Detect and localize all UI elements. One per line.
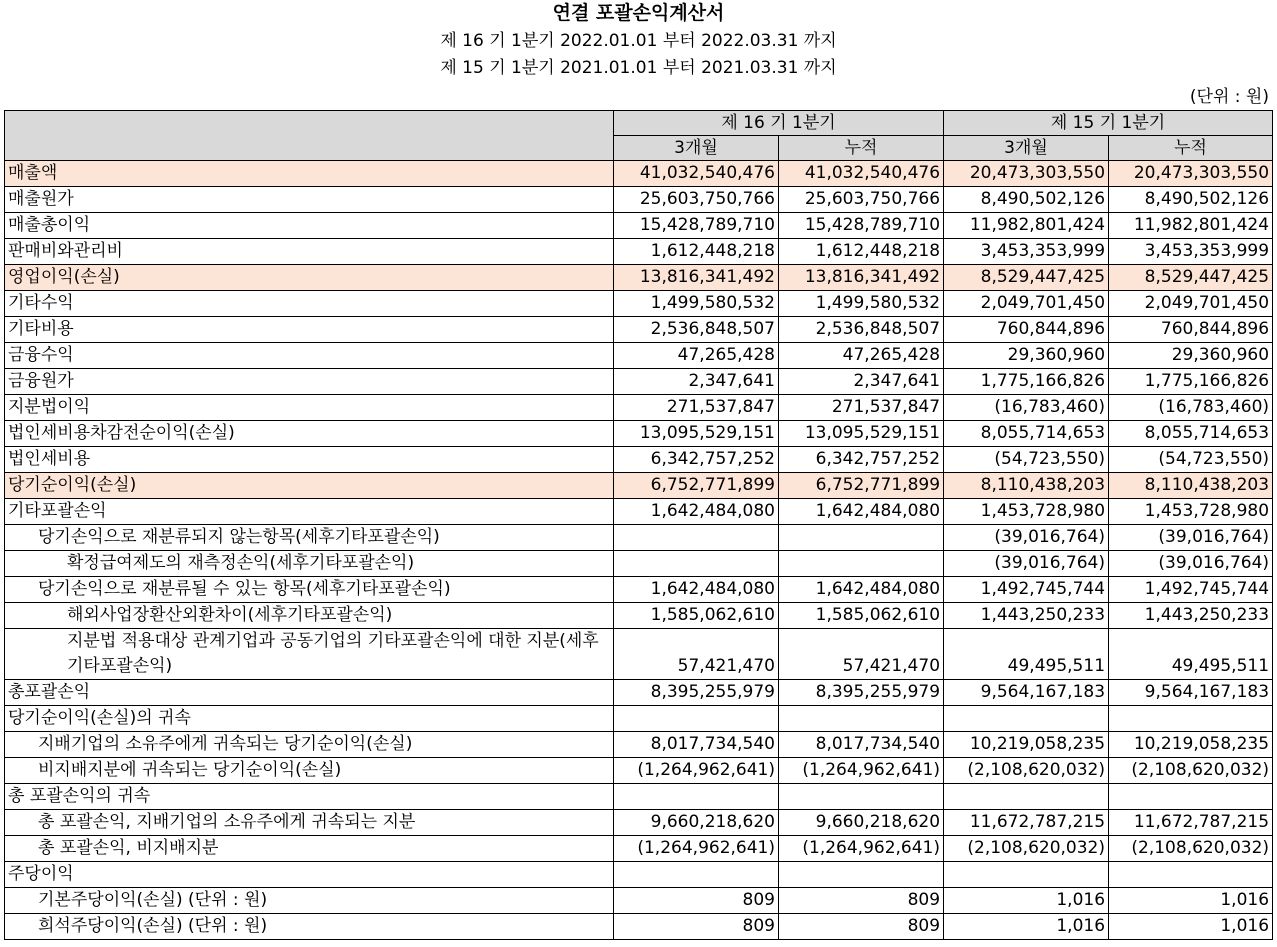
value-current-cumulative [779, 551, 944, 577]
value-prior-cumulative: 1,016 [1109, 914, 1273, 940]
value-prior-cumulative: (39,016,764) [1109, 525, 1273, 551]
table-row [5, 473, 1273, 499]
income-statement-table [4, 110, 1273, 940]
value-prior-cumulative: 10,219,058,235 [1109, 732, 1273, 758]
table-row [5, 447, 1273, 473]
row-label: 금융원가 [5, 369, 614, 395]
row-label: 기타포괄손익 [5, 499, 614, 525]
row-label-text: 지분법 적용대상 관계기업과 공동기업의 기타포괄손익에 대한 지분(세후기타포괄손익) [67, 631, 599, 676]
value-current-three-months: 8,017,734,540 [614, 732, 779, 758]
value-current-three-months: 8,395,255,979 [614, 680, 779, 706]
header-prior-cumulative: 누적 [1109, 136, 1273, 161]
value-prior-three-months: 9,564,167,183 [944, 680, 1109, 706]
value-current-cumulative: 1,612,448,218 [779, 239, 944, 265]
header-item-cell [5, 111, 614, 161]
value-prior-three-months: 1,775,166,826 [944, 369, 1109, 395]
value-prior-three-months: 8,055,714,653 [944, 421, 1109, 447]
value-current-three-months: 15,428,789,710 [614, 213, 779, 239]
row-label: 금융수익 [5, 343, 614, 369]
value-prior-cumulative: 3,453,353,999 [1109, 239, 1273, 265]
value-current-three-months: 47,265,428 [614, 343, 779, 369]
value-current-three-months: 6,752,771,899 [614, 473, 779, 499]
value-current-cumulative: 57,421,470 [779, 629, 944, 680]
row-label: 해외사업장환산외환차이(세후기타포괄손익) [5, 603, 614, 629]
value-prior-cumulative: 11,982,801,424 [1109, 213, 1273, 239]
table-row [5, 239, 1273, 265]
value-prior-cumulative: 760,844,896 [1109, 317, 1273, 343]
value-prior-three-months: 8,529,447,425 [944, 265, 1109, 291]
table-row [5, 680, 1273, 706]
row-label [5, 629, 614, 680]
value-current-cumulative: 2,536,848,507 [779, 317, 944, 343]
table-row [5, 343, 1273, 369]
table-row [5, 758, 1273, 784]
row-label: 주당이익 [5, 862, 614, 888]
row-label: 희석주당이익(손실) (단위 : 원) [5, 914, 614, 940]
value-current-cumulative [779, 706, 944, 732]
row-label: 판매비와관리비 [5, 239, 614, 265]
value-current-three-months [614, 862, 779, 888]
value-prior-cumulative: 11,672,787,215 [1109, 810, 1273, 836]
value-current-cumulative [779, 862, 944, 888]
value-current-cumulative: (1,264,962,641) [779, 836, 944, 862]
value-prior-cumulative: (16,783,460) [1109, 395, 1273, 421]
value-prior-three-months: (39,016,764) [944, 525, 1109, 551]
value-prior-three-months: 1,453,728,980 [944, 499, 1109, 525]
value-prior-three-months [944, 784, 1109, 810]
value-current-three-months: 13,816,341,492 [614, 265, 779, 291]
value-current-cumulative: 15,428,789,710 [779, 213, 944, 239]
row-label: 법인세비용 [5, 447, 614, 473]
table-row [5, 836, 1273, 862]
value-current-three-months: 2,536,848,507 [614, 317, 779, 343]
row-label: 총포괄손익 [5, 680, 614, 706]
value-prior-three-months: 11,672,787,215 [944, 810, 1109, 836]
value-prior-cumulative: 8,490,502,126 [1109, 187, 1273, 213]
row-label: 기본주당이익(손실) (단위 : 원) [5, 888, 614, 914]
table-row [5, 784, 1273, 810]
value-prior-three-months: (54,723,550) [944, 447, 1109, 473]
statement-title: 연결 포괄손익계산서 [552, 2, 725, 24]
value-prior-cumulative: 20,473,303,550 [1109, 161, 1273, 187]
row-label: 당기손익으로 재분류되지 않는항목(세후기타포괄손익) [5, 525, 614, 551]
value-current-three-months: 57,421,470 [614, 629, 779, 680]
value-prior-three-months: (2,108,620,032) [944, 758, 1109, 784]
value-current-cumulative: 9,660,218,620 [779, 810, 944, 836]
period-current: 제 16 기 1분기 2022.01.01 부터 2022.03.31 까지 [440, 31, 837, 51]
value-prior-three-months: 1,492,745,744 [944, 577, 1109, 603]
table-row [5, 213, 1273, 239]
header-current-period: 제 16 기 1분기 [614, 111, 944, 136]
value-prior-three-months: 10,219,058,235 [944, 732, 1109, 758]
table-row [5, 551, 1273, 577]
row-label: 비지배지분에 귀속되는 당기순이익(손실) [5, 758, 614, 784]
table-row [5, 369, 1273, 395]
value-prior-three-months: 20,473,303,550 [944, 161, 1109, 187]
value-prior-three-months: 1,443,250,233 [944, 603, 1109, 629]
value-current-three-months: 1,642,484,080 [614, 499, 779, 525]
table-row [5, 732, 1273, 758]
value-prior-cumulative: (54,723,550) [1109, 447, 1273, 473]
value-current-cumulative: 47,265,428 [779, 343, 944, 369]
table-row [5, 395, 1273, 421]
header-prior-three-months: 3개월 [944, 136, 1109, 161]
value-current-cumulative: 8,395,255,979 [779, 680, 944, 706]
row-label: 기타수익 [5, 291, 614, 317]
value-prior-three-months: (2,108,620,032) [944, 836, 1109, 862]
table-row [5, 291, 1273, 317]
value-prior-cumulative: 2,049,701,450 [1109, 291, 1273, 317]
value-prior-cumulative: (39,016,764) [1109, 551, 1273, 577]
value-prior-three-months: 2,049,701,450 [944, 291, 1109, 317]
value-prior-cumulative: (2,108,620,032) [1109, 836, 1273, 862]
value-current-cumulative: 1,499,580,532 [779, 291, 944, 317]
value-current-three-months: 271,537,847 [614, 395, 779, 421]
value-current-three-months [614, 525, 779, 551]
value-prior-three-months: 760,844,896 [944, 317, 1109, 343]
value-current-three-months: 41,032,540,476 [614, 161, 779, 187]
table-row [5, 317, 1273, 343]
header-prior-period: 제 15 기 1분기 [944, 111, 1273, 136]
value-current-three-months: (1,264,962,641) [614, 836, 779, 862]
table-row [5, 629, 1273, 680]
value-prior-cumulative [1109, 706, 1273, 732]
row-label: 매출원가 [5, 187, 614, 213]
value-prior-three-months: (39,016,764) [944, 551, 1109, 577]
value-prior-cumulative: 1,775,166,826 [1109, 369, 1273, 395]
value-prior-cumulative: 9,564,167,183 [1109, 680, 1273, 706]
row-label: 당기순이익(손실)의 귀속 [5, 706, 614, 732]
value-prior-cumulative: (2,108,620,032) [1109, 758, 1273, 784]
value-current-cumulative: (1,264,962,641) [779, 758, 944, 784]
value-current-three-months: 25,603,750,766 [614, 187, 779, 213]
value-prior-cumulative: 8,529,447,425 [1109, 265, 1273, 291]
value-current-three-months: 1,585,062,610 [614, 603, 779, 629]
value-prior-three-months: (16,783,460) [944, 395, 1109, 421]
value-current-cumulative: 8,017,734,540 [779, 732, 944, 758]
value-prior-cumulative: 1,453,728,980 [1109, 499, 1273, 525]
table-row [5, 499, 1273, 525]
row-label: 확정급여제도의 재측정손익(세후기타포괄손익) [5, 551, 614, 577]
value-current-cumulative: 1,642,484,080 [779, 499, 944, 525]
value-current-cumulative: 2,347,641 [779, 369, 944, 395]
value-prior-three-months: 8,110,438,203 [944, 473, 1109, 499]
row-label: 총 포괄손익, 지배기업의 소유주에게 귀속되는 지분 [5, 810, 614, 836]
row-label: 영업이익(손실) [5, 265, 614, 291]
table-row [5, 421, 1273, 447]
value-current-three-months: 2,347,641 [614, 369, 779, 395]
value-prior-cumulative: 1,443,250,233 [1109, 603, 1273, 629]
value-prior-cumulative [1109, 784, 1273, 810]
row-label: 법인세비용차감전순이익(손실) [5, 421, 614, 447]
value-prior-cumulative: 1,016 [1109, 888, 1273, 914]
table-row [5, 862, 1273, 888]
value-current-cumulative [779, 784, 944, 810]
header-current-three-months: 3개월 [614, 136, 779, 161]
table-row [5, 265, 1273, 291]
row-label: 매출액 [5, 161, 614, 187]
value-current-cumulative: 271,537,847 [779, 395, 944, 421]
value-prior-three-months: 1,016 [944, 914, 1109, 940]
value-prior-three-months: 3,453,353,999 [944, 239, 1109, 265]
value-prior-three-months: 8,490,502,126 [944, 187, 1109, 213]
value-current-three-months [614, 706, 779, 732]
value-current-three-months: 1,499,580,532 [614, 291, 779, 317]
row-label: 당기손익으로 재분류될 수 있는 항목(세후기타포괄손익) [5, 577, 614, 603]
value-current-cumulative [779, 525, 944, 551]
value-current-cumulative: 13,095,529,151 [779, 421, 944, 447]
value-prior-cumulative: 8,055,714,653 [1109, 421, 1273, 447]
row-label: 지분법이익 [5, 395, 614, 421]
value-current-cumulative: 13,816,341,492 [779, 265, 944, 291]
table-row [5, 525, 1273, 551]
table-row [5, 577, 1273, 603]
row-label: 총 포괄손익의 귀속 [5, 784, 614, 810]
row-label: 기타비용 [5, 317, 614, 343]
table-row [5, 888, 1273, 914]
value-current-cumulative: 6,752,771,899 [779, 473, 944, 499]
value-current-cumulative: 41,032,540,476 [779, 161, 944, 187]
value-prior-three-months: 29,360,960 [944, 343, 1109, 369]
table-row [5, 914, 1273, 940]
value-current-cumulative: 1,585,062,610 [779, 603, 944, 629]
value-current-three-months: (1,264,962,641) [614, 758, 779, 784]
value-current-three-months: 809 [614, 914, 779, 940]
value-current-three-months: 6,342,757,252 [614, 447, 779, 473]
table-header [5, 111, 1273, 161]
row-label: 당기순이익(손실) [5, 473, 614, 499]
period-prior: 제 15 기 1분기 2021.01.01 부터 2021.03.31 까지 [440, 58, 837, 78]
table-row [5, 706, 1273, 732]
value-prior-three-months [944, 706, 1109, 732]
row-label: 지배기업의 소유주에게 귀속되는 당기순이익(손실) [5, 732, 614, 758]
value-prior-cumulative [1109, 862, 1273, 888]
value-current-three-months: 1,642,484,080 [614, 577, 779, 603]
value-prior-three-months: 1,016 [944, 888, 1109, 914]
value-prior-three-months: 49,495,511 [944, 629, 1109, 680]
value-current-three-months [614, 784, 779, 810]
value-current-three-months: 13,095,529,151 [614, 421, 779, 447]
unit-label: (단위 : 원) [1189, 87, 1269, 107]
row-label: 총 포괄손익, 비지배지분 [5, 836, 614, 862]
table-row [5, 161, 1273, 187]
value-prior-cumulative: 8,110,438,203 [1109, 473, 1273, 499]
value-current-cumulative: 1,642,484,080 [779, 577, 944, 603]
value-current-cumulative: 25,603,750,766 [779, 187, 944, 213]
table-body [5, 161, 1273, 940]
value-current-cumulative: 809 [779, 888, 944, 914]
value-current-cumulative: 6,342,757,252 [779, 447, 944, 473]
value-current-three-months: 9,660,218,620 [614, 810, 779, 836]
value-current-three-months: 809 [614, 888, 779, 914]
value-current-cumulative: 809 [779, 914, 944, 940]
value-current-three-months: 1,612,448,218 [614, 239, 779, 265]
value-prior-three-months [944, 862, 1109, 888]
row-label: 매출총이익 [5, 213, 614, 239]
table-row [5, 810, 1273, 836]
table-row [5, 603, 1273, 629]
value-current-three-months [614, 551, 779, 577]
value-prior-cumulative: 1,492,745,744 [1109, 577, 1273, 603]
value-prior-three-months: 11,982,801,424 [944, 213, 1109, 239]
value-prior-cumulative: 49,495,511 [1109, 629, 1273, 680]
header-current-cumulative: 누적 [779, 136, 944, 161]
value-prior-cumulative: 29,360,960 [1109, 343, 1273, 369]
table-row [5, 187, 1273, 213]
